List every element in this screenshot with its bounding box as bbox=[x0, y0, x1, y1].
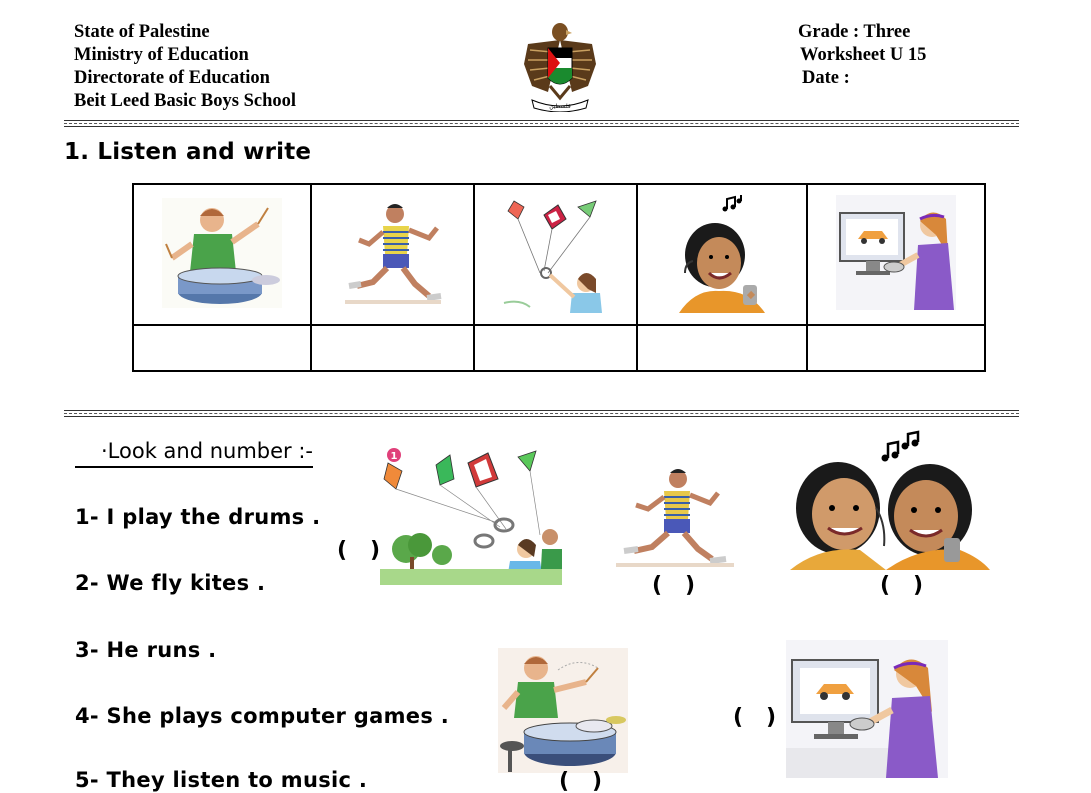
school-line: Beit Leed Basic Boys School bbox=[74, 91, 297, 111]
computer-game-girl-icon bbox=[836, 195, 956, 310]
drumming-boy-icon bbox=[162, 198, 282, 308]
ministry-line: Ministry of Education bbox=[74, 45, 249, 65]
section2-title: ·Look and number :- bbox=[75, 439, 313, 468]
music-girls-scene-icon bbox=[790, 428, 990, 570]
music-listening-girl-icon bbox=[665, 193, 780, 313]
answer-cell[interactable] bbox=[474, 325, 637, 371]
answer-paren-computer[interactable]: ( ) bbox=[733, 705, 777, 730]
grade-line: Grade : Three bbox=[798, 22, 911, 42]
picture-cell bbox=[474, 184, 637, 325]
directorate-line: Directorate of Education bbox=[74, 68, 270, 88]
section1-title: 1. Listen and write bbox=[64, 139, 312, 165]
answer-paren-music[interactable]: ( ) bbox=[880, 573, 924, 598]
sentence-4: 4- She plays computer games . bbox=[75, 704, 450, 728]
separator-top bbox=[64, 120, 1019, 127]
answer-paren-kites[interactable]: ( ) bbox=[337, 538, 381, 563]
picture-cell bbox=[311, 184, 474, 325]
state-line: State of Palestine bbox=[74, 22, 210, 42]
date-line: Date : bbox=[802, 68, 850, 88]
answer-cell[interactable] bbox=[311, 325, 474, 371]
school-info bbox=[74, 21, 296, 113]
worksheet-info bbox=[798, 21, 926, 90]
separator-middle bbox=[64, 410, 1019, 417]
picture-cell bbox=[133, 184, 311, 325]
sentence-3: 3- He runs . bbox=[75, 638, 217, 662]
answer-paren-runner[interactable]: ( ) bbox=[652, 573, 696, 598]
computer-girl-scene-icon bbox=[786, 640, 948, 778]
running-boy-scene-icon bbox=[610, 465, 740, 570]
sentence-2: 2- We fly kites . bbox=[75, 571, 266, 595]
answer-cell[interactable] bbox=[807, 325, 985, 371]
answer-cell[interactable] bbox=[637, 325, 807, 371]
sentence-5: 5- They listen to music . bbox=[75, 768, 368, 792]
drumming-boy-scene-icon bbox=[498, 648, 628, 773]
palestine-eagle-emblem-icon bbox=[522, 20, 598, 112]
worksheet-line: Worksheet U 15 bbox=[800, 45, 927, 65]
answer-cell[interactable] bbox=[133, 325, 311, 371]
emblem-caption: فلسطين bbox=[549, 103, 571, 110]
picture-cell bbox=[807, 184, 985, 325]
picture-cell bbox=[637, 184, 807, 325]
answer-paren-drums[interactable]: ( ) bbox=[559, 769, 603, 793]
listen-write-table bbox=[132, 183, 986, 372]
flying-kites-icon bbox=[500, 193, 610, 313]
running-boy-icon bbox=[337, 198, 447, 308]
kite-badge: 1 bbox=[390, 451, 398, 462]
sentence-1: 1- I play the drums . bbox=[75, 505, 321, 529]
kites-scene-icon bbox=[380, 445, 562, 585]
